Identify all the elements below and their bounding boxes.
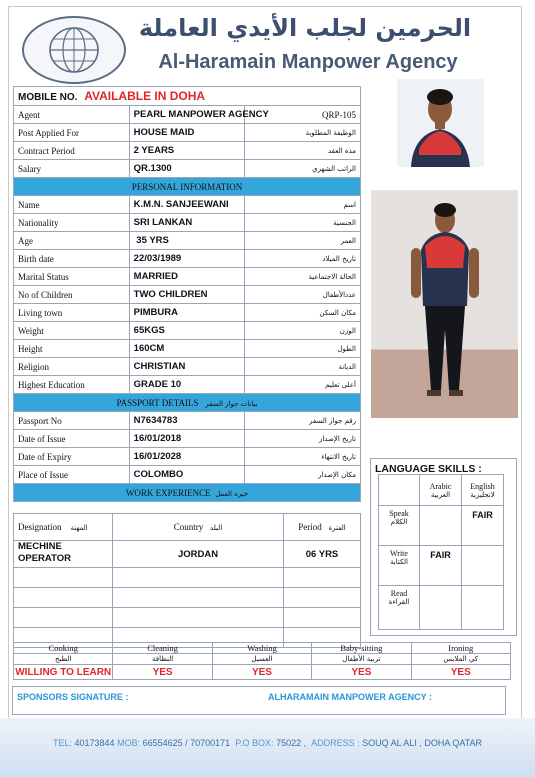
agency-logo: [22, 16, 126, 84]
address-label: ADDRESS :: [311, 738, 360, 748]
language-skills-title: LANGUAGE SKILLS :: [375, 463, 482, 475]
field-label-arabic: الجنسية: [245, 214, 361, 232]
skill-label-arabic: النظافة: [113, 654, 212, 665]
mobile-label: MOBILE NO.: [18, 92, 78, 103]
agency-title-arabic: الحرمين لجلب الأيدي العاملة: [138, 14, 472, 42]
field-value: N7634783: [129, 412, 245, 430]
column-header-arabic: البلد: [210, 524, 223, 532]
work-country: JORDAN: [113, 541, 284, 568]
field-label-arabic: عددالأطفال: [245, 286, 361, 304]
skill-label-arabic: الغسيل: [212, 654, 311, 665]
section-title-arabic: بيانات جواز السفر: [205, 399, 258, 408]
skill-label: Cleaning: [113, 643, 212, 654]
applicant-portrait-photo: [397, 79, 484, 167]
field-row: [14, 466, 361, 484]
field-value: COLOMBO: [129, 466, 245, 484]
language-arabic-level: FAIR: [420, 546, 462, 586]
field-label: No of Children: [14, 286, 130, 304]
field-label-arabic: مكان السكن: [245, 304, 361, 322]
field-label: Nationality: [14, 214, 130, 232]
field-value: 22/03/1989: [129, 250, 245, 268]
agent-row: [14, 106, 361, 124]
section-title: WORK EXPERIENCE: [125, 487, 211, 498]
field-label-arabic: مدة العقد: [245, 142, 361, 160]
field-value: CHRISTIAN: [129, 358, 245, 376]
work-period: 06 YRS: [284, 541, 361, 568]
column-header-arabic: الفترة: [328, 524, 346, 532]
table-row: [379, 506, 504, 546]
applicant-details-table: [13, 86, 361, 502]
field-value: 35 YRS: [129, 232, 245, 250]
tel-label: TEL:: [53, 738, 73, 748]
field-label-arabic: الوظيفة المطلوبة: [245, 124, 361, 142]
skill-label: Cooking: [14, 643, 113, 654]
field-label: Religion: [14, 358, 130, 376]
tel-value: 40173844: [72, 738, 115, 748]
field-label-arabic: رقم جواز السفر: [245, 412, 361, 430]
column-header-arabic: لانجليزية: [470, 490, 495, 499]
column-header: Country: [173, 522, 204, 532]
field-value: PIMBURA: [129, 304, 245, 322]
field-label: Date of Issue: [14, 430, 130, 448]
field-value: SRI LANKAN: [129, 214, 245, 232]
address-value: SOUQ AL ALI , DOHA QATAR: [359, 738, 482, 748]
field-row: [14, 304, 361, 322]
field-value: 2 YEARS: [129, 142, 245, 160]
field-row: [14, 412, 361, 430]
field-label-arabic: تاريخ الإصدار: [245, 430, 361, 448]
row-label: Write: [390, 549, 408, 558]
skills-value-row: [14, 665, 511, 680]
skill-label-arabic: كي الملابس: [411, 654, 510, 665]
field-row: [14, 340, 361, 358]
mobile-value: AVAILABLE IN DOHA: [84, 89, 206, 103]
field-label-arabic: اسم: [245, 196, 361, 214]
domestic-skills-table: [13, 642, 511, 680]
field-label-arabic: أعلى تعليم: [245, 376, 361, 394]
field-value: TWO CHILDREN: [129, 286, 245, 304]
field-value: QR.1300: [129, 160, 245, 178]
field-value: K.M.N. SANJEEWANI: [129, 196, 245, 214]
skill-label-arabic: تربية الأطفال: [312, 654, 411, 665]
mobile-row: [14, 87, 361, 106]
row-label-arabic: الكلام: [390, 518, 408, 526]
table-row: [14, 541, 361, 568]
field-label: Place of Issue: [14, 466, 130, 484]
field-value: 160CM: [129, 340, 245, 358]
field-label: Birth date: [14, 250, 130, 268]
section-header-passport: [14, 394, 361, 412]
skill-label: Washing: [212, 643, 311, 654]
skill-value: YES: [411, 665, 510, 680]
column-header-arabic: العربية: [430, 490, 451, 499]
agency-signature-label: ALHARAMAIN MANPOWER AGENCY :: [268, 692, 432, 702]
field-label: Contract Period: [14, 142, 130, 160]
field-row: [14, 448, 361, 466]
field-value: GRADE 10: [129, 376, 245, 394]
table-row: [14, 608, 361, 628]
work-header-row: [14, 514, 361, 541]
applicant-full-body-photo: [371, 190, 518, 418]
field-value: 16/01/2028: [129, 448, 245, 466]
skills-label-row: [14, 643, 511, 654]
mob-value: 66554625 / 70700171: [140, 738, 231, 748]
field-label: Agent: [14, 106, 130, 124]
field-label: Weight: [14, 322, 130, 340]
field-value: MARRIED: [129, 268, 245, 286]
field-label-arabic: تاريخ الانتهاء: [245, 448, 361, 466]
mob-label: MOB:: [117, 738, 141, 748]
field-value: PEARL MANPOWER AGENCY: [129, 106, 245, 124]
row-label: Speak: [389, 509, 409, 518]
language-skills-table: [378, 474, 504, 630]
field-label: Salary: [14, 160, 130, 178]
field-value: 16/01/2018: [129, 430, 245, 448]
language-header-row: [379, 475, 504, 506]
table-row: [379, 546, 504, 586]
skills-arabic-row: [14, 654, 511, 665]
field-label-arabic: الوزن: [245, 322, 361, 340]
field-label: Name: [14, 196, 130, 214]
skill-label: Ironing: [411, 643, 510, 654]
field-row: [14, 358, 361, 376]
contact-footer: [0, 738, 535, 748]
row-label-arabic: الكتابة: [390, 558, 408, 566]
field-row: [14, 142, 361, 160]
row-label-arabic: القراءة: [388, 598, 410, 606]
field-label: Passport No: [14, 412, 130, 430]
table-row: [14, 588, 361, 608]
table-row: [379, 586, 504, 630]
column-header: Arabic: [429, 481, 452, 491]
field-label: Living town: [14, 304, 130, 322]
field-label-arabic: تاريخ الميلاد: [245, 250, 361, 268]
sponsor-signature-label: SPONSORS SIGNATURE :: [17, 692, 129, 702]
column-header: English: [470, 481, 495, 491]
skill-value: WILLING TO LEARN: [15, 666, 112, 678]
language-arabic-level: [420, 586, 462, 630]
language-english-level: FAIR: [462, 506, 504, 546]
field-value: HOUSE MAID: [129, 124, 245, 142]
language-english-level: [462, 586, 504, 630]
section-header-personal: PERSONAL INFORMATION: [14, 178, 361, 196]
field-label-arabic: الحالة الاجتماعية: [245, 268, 361, 286]
field-label: Marital Status: [14, 268, 130, 286]
field-label-arabic: مكان الإصدار: [245, 466, 361, 484]
table-row: [14, 568, 361, 588]
agent-code: QRP-105: [245, 106, 361, 124]
section-header-work: [14, 484, 361, 502]
field-label: Age: [14, 232, 130, 250]
column-header: Designation: [18, 522, 62, 532]
field-row: [14, 250, 361, 268]
field-label-arabic: العمر: [245, 232, 361, 250]
field-value: 65KGS: [129, 322, 245, 340]
language-arabic-level: [420, 506, 462, 546]
field-row: [14, 268, 361, 286]
field-row: [14, 286, 361, 304]
field-row: [14, 322, 361, 340]
field-label: Highest Education: [14, 376, 130, 394]
language-english-level: [462, 546, 504, 586]
field-row: [14, 214, 361, 232]
po-box-label: P.O BOX:: [235, 738, 274, 748]
work-experience-table: [13, 513, 361, 648]
field-row: [14, 376, 361, 394]
field-label-arabic: الراتب الشهري: [245, 160, 361, 178]
section-title: PASSPORT DETAILS: [116, 397, 199, 408]
field-row: [14, 196, 361, 214]
work-designation: MECHINE OPERATOR: [14, 541, 113, 568]
skill-value: YES: [312, 665, 411, 680]
row-label: Read: [390, 589, 408, 598]
field-row: [14, 160, 361, 178]
field-label-arabic: الطول: [245, 340, 361, 358]
field-row: [14, 232, 361, 250]
skill-value: YES: [212, 665, 311, 680]
field-label-arabic: الديانة: [245, 358, 361, 376]
column-header: Period: [298, 522, 322, 532]
field-label: Post Applied For: [14, 124, 130, 142]
column-header-arabic: المهنة: [70, 524, 88, 532]
section-title-arabic: خبره العمل: [215, 489, 249, 498]
po-box-value: 75022 ,: [273, 738, 307, 748]
field-label: Date of Expiry: [14, 448, 130, 466]
skill-label-arabic: الطبخ: [14, 654, 113, 665]
field-row: [14, 430, 361, 448]
field-label: Height: [14, 340, 130, 358]
field-row: [14, 124, 361, 142]
agency-title-english: Al-Haramain Manpower Agency: [158, 51, 458, 73]
skill-value: YES: [113, 665, 212, 680]
skill-label: Baby-sitting: [312, 643, 411, 654]
